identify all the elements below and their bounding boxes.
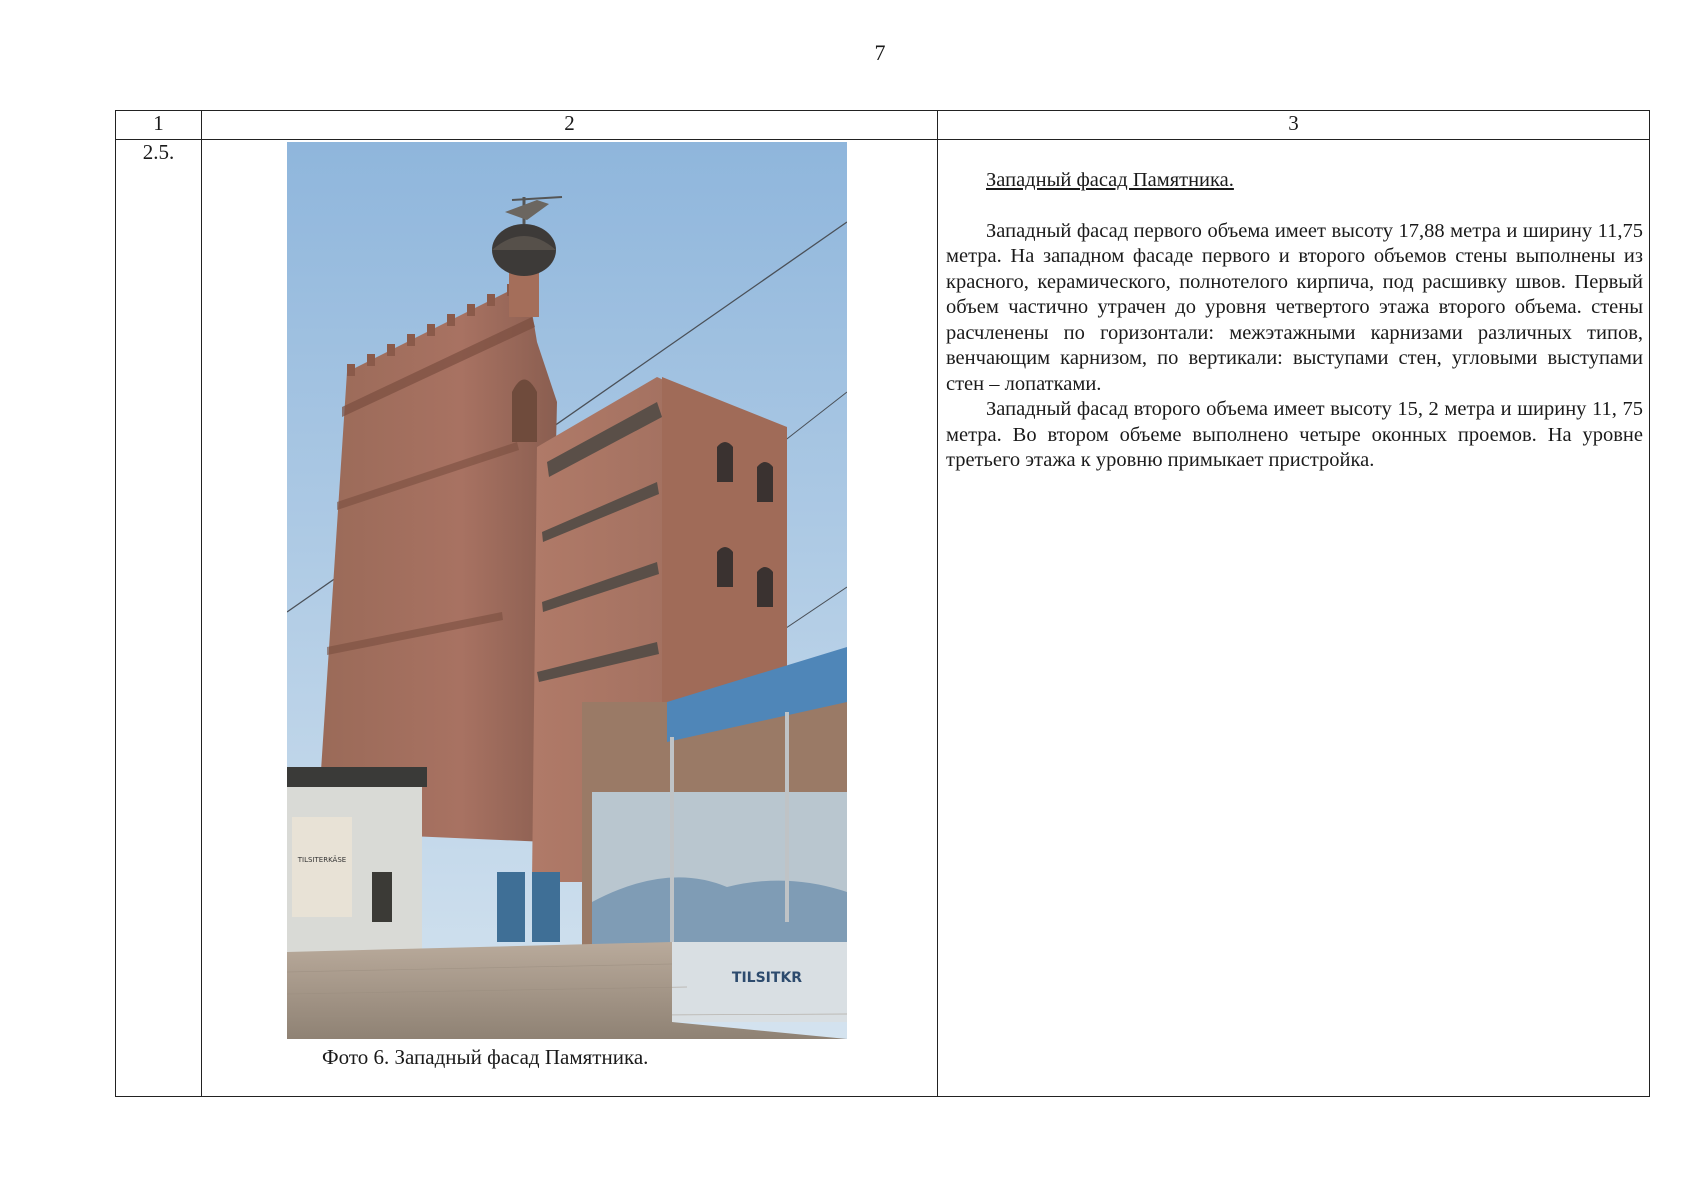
description-cell: [938, 140, 1650, 1097]
section-title: Западный фасад Памятника.: [986, 169, 1234, 191]
photo-caption: Фото 6. Западный фасад Памятника.: [322, 1045, 649, 1069]
header-col-1: 1: [116, 111, 202, 140]
building-photo: [287, 142, 847, 1039]
row-number: 2.5.: [116, 140, 202, 1097]
banner-sign-text: TILSITKR: [731, 970, 803, 986]
header-col-2: 2: [202, 111, 938, 140]
document-table: [115, 110, 1650, 1097]
table-row: [116, 140, 1650, 1097]
photo-cell: [202, 140, 938, 1097]
page-number: 7: [874, 40, 886, 65]
paragraph-2: Западный фасад второго объема имеет высоту 15, 2 метра и ширину 11, 75 метра. Во втором объеме выполнено четыре оконных проемов. На уровне третьего этажа к уровню примыкает пристройка.: [946, 398, 1643, 471]
paragraph-1: Западный фасад первого объема имеет высоту 17,88 метра и ширину 11,75 метра. На западном фасаде первого и второго объемов стены выполнены из красного, керамического, полнотелого кирпича, под расшивку швов. Первый объем частично утрачен до уровня четвертого этажа второго объема. стены расчленены по горизонтали: межэтажными карнизами различных типов, венчающим карнизом, по вертикали: выступами стен, угловыми выступами стен – лопатками.: [946, 219, 1643, 395]
header-col-3: 3: [938, 111, 1650, 140]
kiosk-sign-text: TILSITERKÄSE: [297, 856, 347, 864]
table-header-row: [116, 111, 1650, 140]
